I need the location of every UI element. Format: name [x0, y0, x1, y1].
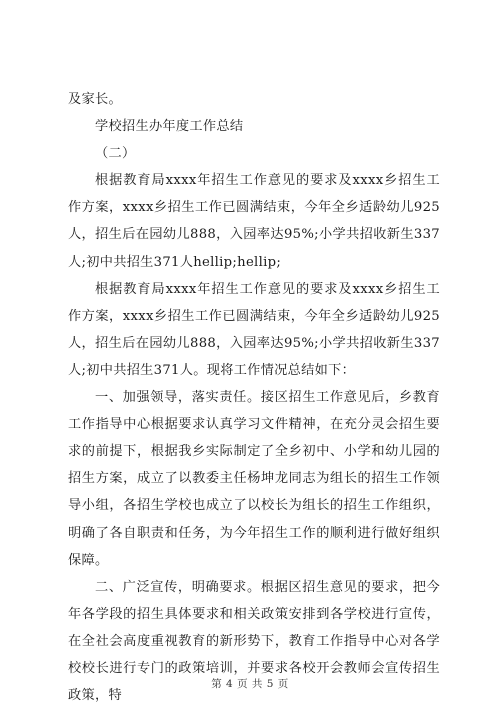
section-number: （二） — [95, 146, 136, 162]
document-title: 学校招生办年度工作总结 — [95, 119, 244, 135]
paragraph-publicity: 二、广泛宣传，明确要求。根据区招生意见的要求，把今年各学段的招生具体要求和相关政策安排到各学校进行宣传，在全社会高度重视教育的新形势下，教育工作指导中心对各学校校长进行专门的政策培训，并要求各校开会教师会宣传招生政策，特 — [68, 579, 440, 704]
document-body — [68, 86, 440, 709]
page-number-footer: 第 4 页 共 5 页 — [211, 678, 289, 690]
paragraph-summary-intro: 根据教育局xxxx年招生工作意见的要求及xxxx乡招生工作方案，xxxx乡招生工作已圆满结束，今年全乡适龄幼儿925人，招生后在园幼儿888，入园率达95%;小学共招收新生337人;初中共招生371人。现将工作情况总结如下： — [68, 281, 440, 378]
paragraph-leadership: 一、加强领导，落实责任。接区招生工作意见后，乡教育工作指导中心根据要求认真学习文件精神，在充分灵会招生要求的前提下，根据我乡实际制定了全乡初中、小学和幼儿园的招生方案，成立了以教委主任杨坤龙同志为组长的招生工作领导小组，各招生学校也成立了以校长为组长的招生工作组织，明确了各自职责和任务，为今年招生工作的顺利进行做好组织保障。 — [68, 390, 440, 568]
paragraph-closing-line: 及家长。 — [68, 92, 122, 107]
paragraph-summary-excerpt: 根据教育局xxxx年招生工作意见的要求及xxxx乡招生工作方案，xxxx乡招生工作已圆满结束，今年全乡适龄幼儿925人，招生后在园幼儿888，入园率达95%;小学共招收新生337人;初中共招生371人hellip;hellip; — [68, 173, 440, 270]
